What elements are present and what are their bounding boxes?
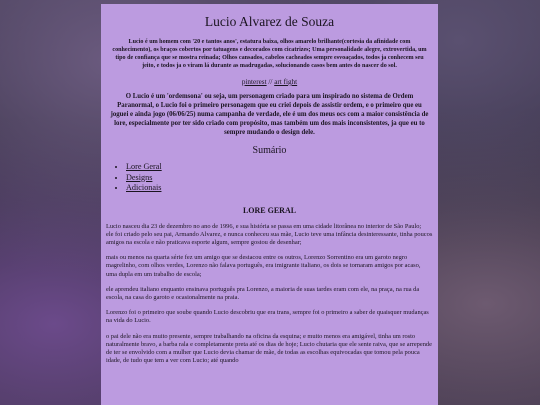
art-fight-link[interactable]: art fight	[274, 78, 298, 86]
lore-paragraph: o pai dele não era muito presente, sempre trabalhando na oficina da esquina; e muito menos era amigável, tinha um rosto naturalmente bravo, a barba rala e completamente preta até os dias de hoje; Lucio chutaria que ele sente raiva, que se arrepende de ter se envolvido com a mulher que Lucio devia chamar de mãe, de todas as escolhas equivocadas que tomou pela pouca idade, de tudo que tem a ver com Lucio; até quando	[106, 332, 432, 365]
lore-paragraph: ele aprendeu italiano enquanto ensinava português pra Lorenzo, a maioria de suas tardes eram com ele, na praça, na rua da escola, na casa do garoto e ocasionalmente na praia.	[106, 285, 420, 301]
external-links	[106, 78, 433, 86]
about-text: O Lucio é um 'ordemsona' ou seja, um personagem criado para um inspirado no sistema de Ordem Paranormal, o Lucio foi o primeiro personagem que eu criei depois de assistir ordem, e o primeiro que eu joguei e ainda jogo (06/06/25) numa campanha de verdade, ele é um dos meus ocs com a maior consistência de lore, especialmente por ter sido criado com propósito, mas também um dos mais inconsistentes, ja que eu to sempre mudando o design dele.	[110, 93, 429, 136]
toc-item	[126, 183, 433, 194]
lore-paragraph: Lucio nasceu dia 23 de dezembro no ano de 1996, e sua história se passa em uma cidade litorânea no interior de São Paulo; ele foi criado pelo seu pai, Armando Alvarez, e nunca conheceu sua mãe, Lucio teve uma infância desinteressante, tinha poucos amigos na escola e não praticava esporte algum, sempre gostou de desenhar;	[106, 222, 433, 246]
toc-link-lore-geral[interactable]: Lore Geral	[126, 162, 162, 171]
toc-link-designs[interactable]: Designs	[126, 172, 153, 182]
summary-heading: Sumário	[252, 145, 287, 156]
page-content	[101, 4, 438, 405]
page-title: Lucio Alvarez de Souza	[204, 14, 335, 29]
link-separator: //	[266, 78, 275, 86]
toc-item	[126, 173, 433, 184]
section-heading-lore-geral: LORE GERAL	[242, 205, 297, 215]
toc-item	[126, 162, 433, 173]
toc-link-adicionais[interactable]: Adicionais	[126, 183, 162, 192]
table-of-contents	[106, 162, 433, 194]
lore-paragraph: mais ou menos na quarta série fez um amigo que se destacou entre os outros, Lorenzo Sorrentino era um garoto negro magrelinho, com olhos verdes, Lorenzo não falava português, era imigrante italiano, os dois se tornaram amigos por acaso, uma dupla em um trabalho de escola;	[106, 254, 421, 278]
intro-text: Lucio é um homem com '20 e tantos anos', estatura baixa, olhos amarelo brilhante(cortesia da afinidade com conhecimento), os braços cobertos por tatuagens e decorados com cicatrizes; Uma personalidade alegre, extrovertida, um tipo de confiança que se mostra reinada; Olhos cansados, cabelos cacheados sempre esvoaçados, todos ja conhecem seu jeito, e todos ja o viram lá durante as madrugadas, solucionando casos bem antes do nascer do sol.	[112, 39, 427, 69]
pinterest-link[interactable]: pinterest	[241, 78, 267, 86]
lore-paragraph: Lorenzo foi o primeiro que soube quando Lucio descobriu que era trans, sempre foi o primeiro a saber de quaisquer mudanças na vida do Lucio.	[106, 309, 429, 325]
